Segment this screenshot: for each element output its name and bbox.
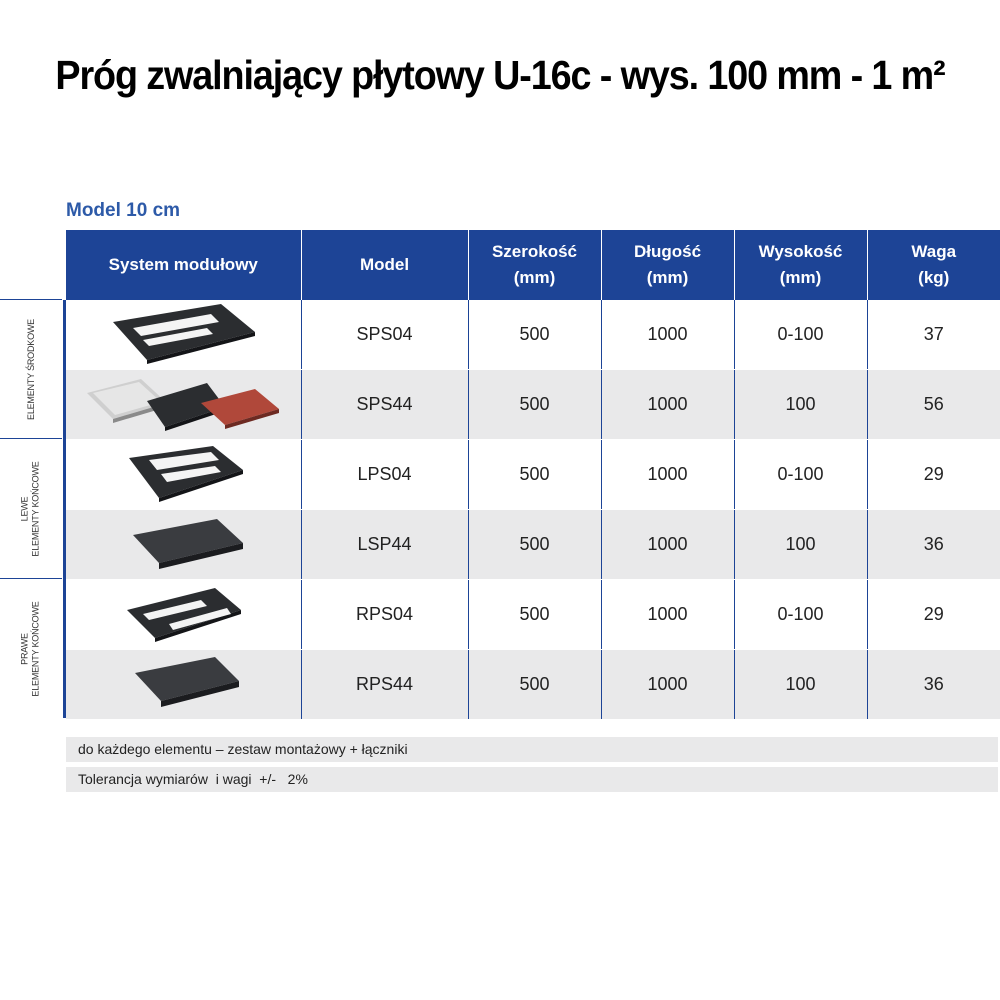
- table-header-row: [66, 230, 1000, 300]
- product-image-cell: [66, 440, 301, 510]
- cell-width: 500: [468, 510, 601, 580]
- table-row: [66, 370, 1000, 440]
- header-weight-line2: (kg): [918, 268, 950, 287]
- model-subtitle: Model 10 cm: [66, 200, 181, 221]
- cell-width: 500: [468, 440, 601, 510]
- cell-weight: 56: [867, 370, 1000, 440]
- header-width-line1: Szerokość: [491, 242, 578, 261]
- cell-model: SPS04: [301, 300, 468, 370]
- page-title: Próg zwalniający płytowy U-16c - wys. 100 mm - 1 m²: [55, 52, 945, 98]
- cell-model: LPS04: [301, 440, 468, 510]
- header-height-line1: Wysokość: [758, 242, 843, 261]
- cell-weight: 36: [867, 510, 1000, 580]
- table-row: [66, 300, 1000, 370]
- group-label-middle: [0, 299, 62, 439]
- table-row: [66, 580, 1000, 650]
- cell-length: 1000: [601, 440, 734, 510]
- group-label-right: [0, 578, 62, 719]
- cell-height: 100: [734, 510, 867, 580]
- header-model: Model: [301, 230, 468, 300]
- group-right-line1: PRAWE: [20, 633, 30, 665]
- product-image-lps04: [103, 440, 263, 504]
- product-image-sps44: [83, 371, 283, 433]
- product-image-rps44: [103, 651, 263, 713]
- cell-length: 1000: [601, 370, 734, 440]
- group-right-line2: ELEMENTY KOŃCOWE: [31, 601, 41, 697]
- group-left-line1: LEWE: [20, 496, 30, 522]
- product-image-sps04: [103, 300, 263, 364]
- cell-length: 1000: [601, 650, 734, 720]
- cell-height: 0-100: [734, 440, 867, 510]
- note-mounting-kit: do każdego elementu – zestaw montażowy + łączniki: [66, 737, 998, 762]
- cell-length: 1000: [601, 580, 734, 650]
- cell-weight: 36: [867, 650, 1000, 720]
- cell-model: LSP44: [301, 510, 468, 580]
- product-image-cell: [66, 580, 301, 650]
- header-weight: [867, 230, 1000, 300]
- cell-height: 0-100: [734, 300, 867, 370]
- header-system: System modułowy: [66, 230, 301, 300]
- product-image-lsp44: [103, 511, 263, 573]
- header-width: [468, 230, 601, 300]
- product-image-cell: [66, 650, 301, 720]
- cell-width: 500: [468, 650, 601, 720]
- header-height: [734, 230, 867, 300]
- cell-model: SPS44: [301, 370, 468, 440]
- cell-width: 500: [468, 300, 601, 370]
- cell-model: RPS44: [301, 650, 468, 720]
- group-left-line2: ELEMENTY KOŃCOWE: [31, 461, 41, 557]
- product-image-cell: [66, 300, 301, 370]
- table-row: [66, 440, 1000, 510]
- cell-weight: 29: [867, 440, 1000, 510]
- header-weight-line1: Waga: [911, 242, 957, 261]
- product-table: [66, 230, 1000, 720]
- header-length-line1: Długość: [633, 242, 702, 261]
- cell-length: 1000: [601, 300, 734, 370]
- cell-height: 100: [734, 370, 867, 440]
- cell-height: 0-100: [734, 580, 867, 650]
- cell-height: 100: [734, 650, 867, 720]
- cell-length: 1000: [601, 510, 734, 580]
- group-left-text: [20, 461, 42, 556]
- header-height-line2: (mm): [779, 268, 822, 287]
- product-image-rps04: [103, 580, 263, 644]
- cell-width: 500: [468, 580, 601, 650]
- table-row: [66, 650, 1000, 720]
- group-middle-text: ELEMENTY ŚRODKOWE: [25, 319, 36, 420]
- cell-model: RPS04: [301, 580, 468, 650]
- cell-weight: 29: [867, 580, 1000, 650]
- header-length: [601, 230, 734, 300]
- header-length-line2: (mm): [646, 268, 689, 287]
- group-right-text: [20, 601, 42, 696]
- group-label-left: [0, 438, 62, 579]
- table-row: [66, 510, 1000, 580]
- cell-weight: 37: [867, 300, 1000, 370]
- header-width-line2: (mm): [513, 268, 556, 287]
- note-tolerance: Tolerancja wymiarów i wagi +/- 2%: [66, 767, 998, 792]
- product-image-cell: [66, 370, 301, 440]
- product-image-cell: [66, 510, 301, 580]
- cell-width: 500: [468, 370, 601, 440]
